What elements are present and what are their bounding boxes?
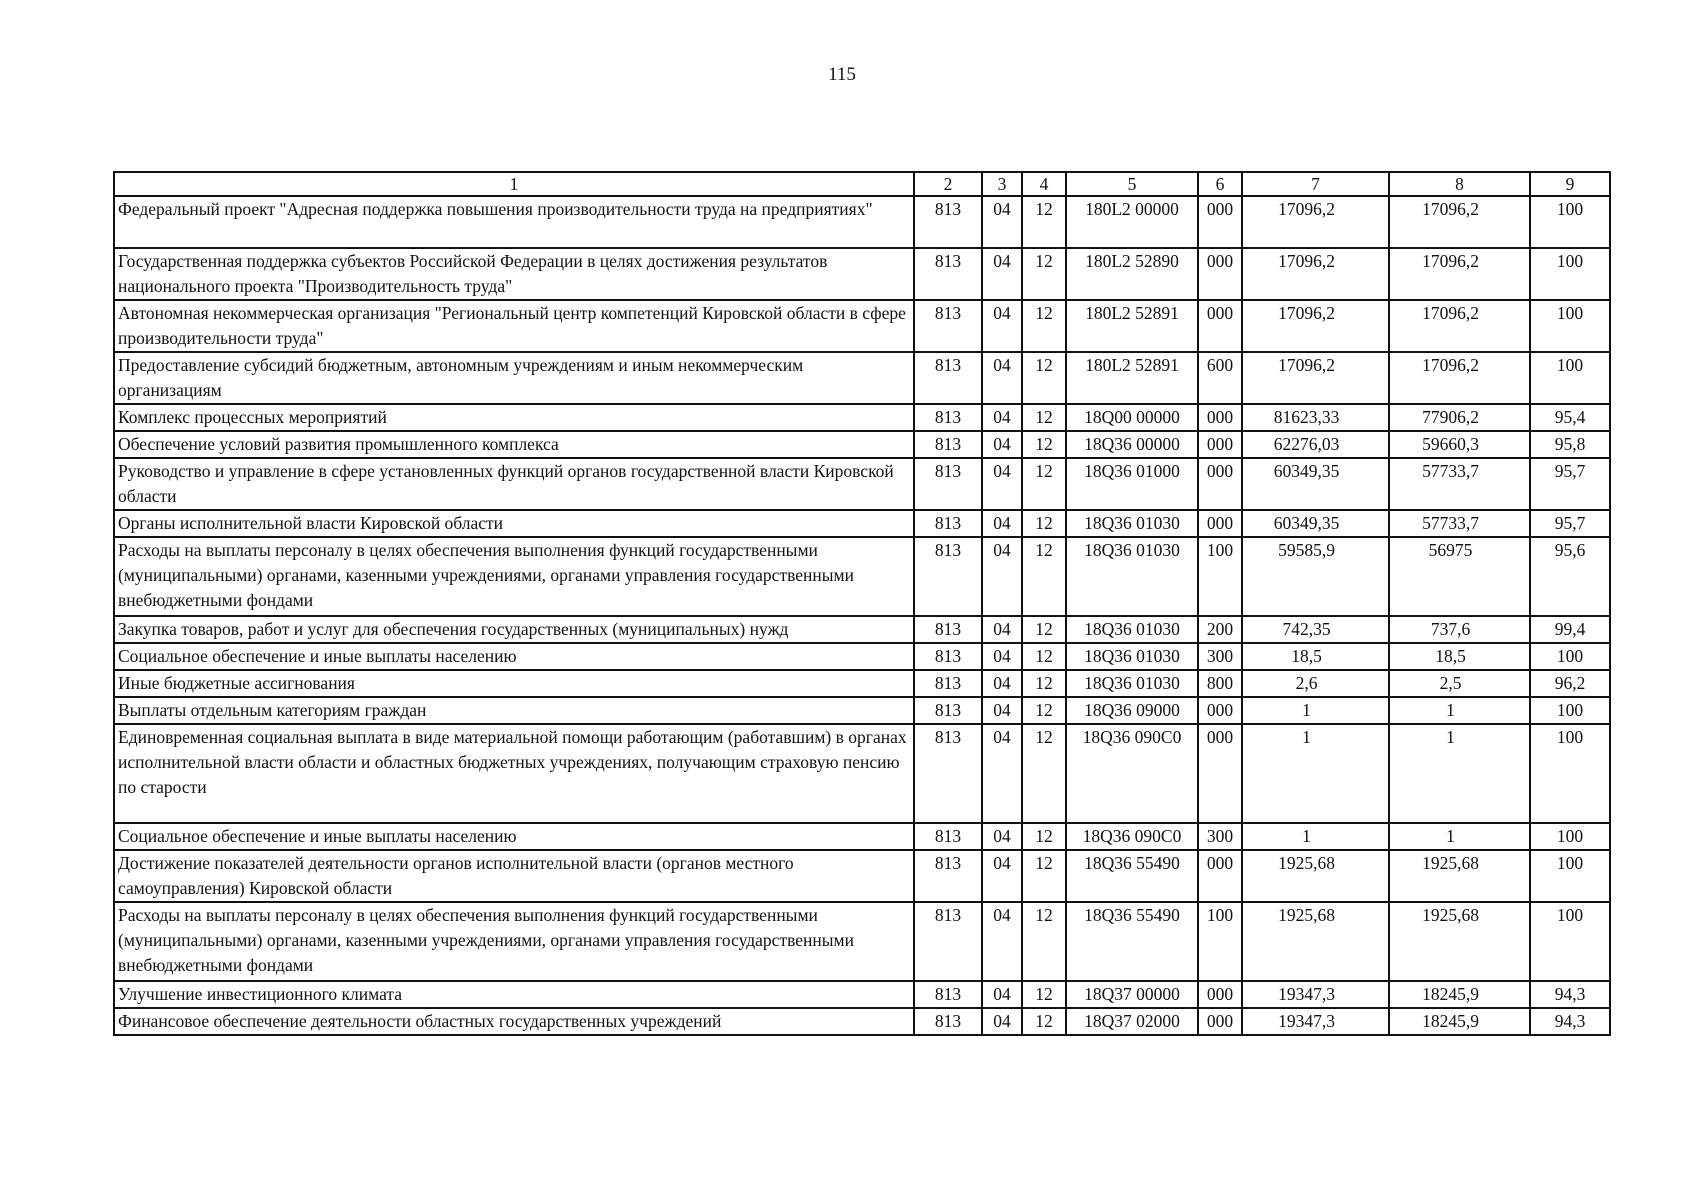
actual-amount-cell: 57733,7 — [1389, 510, 1530, 537]
target-article-cell: 18Q36 01000 — [1066, 458, 1198, 510]
subsection-code-cell: 12 — [1022, 431, 1066, 458]
target-article-cell: 180L2 00000 — [1066, 196, 1198, 248]
table-row — [114, 458, 1610, 510]
table-row — [114, 823, 1610, 850]
target-article-cell: 18Q36 090C0 — [1066, 724, 1198, 823]
expense-type-cell: 300 — [1198, 643, 1242, 670]
percent-cell: 94,3 — [1530, 981, 1610, 1008]
actual-amount-cell: 737,6 — [1389, 616, 1530, 643]
chapter-code-cell: 813 — [914, 616, 982, 643]
target-article-cell: 18Q36 01030 — [1066, 537, 1198, 616]
expense-type-cell: 000 — [1198, 981, 1242, 1008]
expense-type-cell: 100 — [1198, 537, 1242, 616]
table-row — [114, 697, 1610, 724]
subsection-code-cell: 12 — [1022, 823, 1066, 850]
table-row — [114, 643, 1610, 670]
item-name-cell: Автономная некоммерческая организация "Региональный центр компетенций Кировской области в сфере производительности труда" — [114, 300, 914, 352]
table-row — [114, 510, 1610, 537]
column-header: 8 — [1389, 172, 1530, 196]
column-header: 4 — [1022, 172, 1066, 196]
item-name-cell: Достижение показателей деятельности органов исполнительной власти (органов местного самоуправления) Кировской области — [114, 850, 914, 902]
actual-amount-cell: 18245,9 — [1389, 1008, 1530, 1035]
section-code-cell: 04 — [982, 404, 1022, 431]
item-name-cell: Финансовое обеспечение деятельности областных государственных учреждений — [114, 1008, 914, 1035]
planned-amount-cell: 62276,03 — [1242, 431, 1389, 458]
expense-type-cell: 800 — [1198, 670, 1242, 697]
column-header: 2 — [914, 172, 982, 196]
actual-amount-cell: 56975 — [1389, 537, 1530, 616]
section-code-cell: 04 — [982, 850, 1022, 902]
subsection-code-cell: 12 — [1022, 724, 1066, 823]
actual-amount-cell: 77906,2 — [1389, 404, 1530, 431]
expense-type-cell: 100 — [1198, 902, 1242, 981]
item-name-cell: Иные бюджетные ассигнования — [114, 670, 914, 697]
actual-amount-cell: 2,5 — [1389, 670, 1530, 697]
subsection-code-cell: 12 — [1022, 537, 1066, 616]
subsection-code-cell: 12 — [1022, 902, 1066, 981]
chapter-code-cell: 813 — [914, 458, 982, 510]
expense-type-cell: 600 — [1198, 352, 1242, 404]
column-header: 9 — [1530, 172, 1610, 196]
actual-amount-cell: 1925,68 — [1389, 850, 1530, 902]
section-code-cell: 04 — [982, 697, 1022, 724]
actual-amount-cell: 17096,2 — [1389, 196, 1530, 248]
expense-type-cell: 000 — [1198, 300, 1242, 352]
target-article-cell: 18Q00 00000 — [1066, 404, 1198, 431]
percent-cell: 99,4 — [1530, 616, 1610, 643]
planned-amount-cell: 17096,2 — [1242, 352, 1389, 404]
percent-cell: 95,7 — [1530, 458, 1610, 510]
column-header: 5 — [1066, 172, 1198, 196]
planned-amount-cell: 1925,68 — [1242, 850, 1389, 902]
planned-amount-cell: 1925,68 — [1242, 902, 1389, 981]
target-article-cell: 180L2 52891 — [1066, 300, 1198, 352]
target-article-cell: 18Q37 02000 — [1066, 1008, 1198, 1035]
expense-type-cell: 200 — [1198, 616, 1242, 643]
target-article-cell: 18Q36 00000 — [1066, 431, 1198, 458]
section-code-cell: 04 — [982, 431, 1022, 458]
section-code-cell: 04 — [982, 352, 1022, 404]
planned-amount-cell: 2,6 — [1242, 670, 1389, 697]
table-row — [114, 248, 1610, 300]
section-code-cell: 04 — [982, 902, 1022, 981]
planned-amount-cell: 81623,33 — [1242, 404, 1389, 431]
table-row — [114, 404, 1610, 431]
percent-cell: 95,7 — [1530, 510, 1610, 537]
item-name-cell: Федеральный проект "Адресная поддержка повышения производительности труда на предприятиях" — [114, 196, 914, 248]
section-code-cell: 04 — [982, 670, 1022, 697]
target-article-cell: 18Q36 55490 — [1066, 850, 1198, 902]
chapter-code-cell: 813 — [914, 850, 982, 902]
section-code-cell: 04 — [982, 196, 1022, 248]
table-row — [114, 724, 1610, 823]
expense-type-cell: 000 — [1198, 697, 1242, 724]
percent-cell: 95,8 — [1530, 431, 1610, 458]
percent-cell: 100 — [1530, 724, 1610, 823]
percent-cell: 100 — [1530, 352, 1610, 404]
planned-amount-cell: 17096,2 — [1242, 300, 1389, 352]
subsection-code-cell: 12 — [1022, 404, 1066, 431]
section-code-cell: 04 — [982, 300, 1022, 352]
planned-amount-cell: 1 — [1242, 823, 1389, 850]
percent-cell: 96,2 — [1530, 670, 1610, 697]
target-article-cell: 18Q36 55490 — [1066, 902, 1198, 981]
subsection-code-cell: 12 — [1022, 510, 1066, 537]
table-header — [114, 172, 1610, 196]
column-header: 1 — [114, 172, 914, 196]
chapter-code-cell: 813 — [914, 404, 982, 431]
expense-type-cell: 000 — [1198, 196, 1242, 248]
header-row — [114, 172, 1610, 196]
subsection-code-cell: 12 — [1022, 458, 1066, 510]
subsection-code-cell: 12 — [1022, 248, 1066, 300]
percent-cell: 95,4 — [1530, 404, 1610, 431]
expense-type-cell: 000 — [1198, 248, 1242, 300]
subsection-code-cell: 12 — [1022, 643, 1066, 670]
target-article-cell: 18Q36 01030 — [1066, 670, 1198, 697]
column-header: 6 — [1198, 172, 1242, 196]
table-row — [114, 300, 1610, 352]
planned-amount-cell: 17096,2 — [1242, 196, 1389, 248]
subsection-code-cell: 12 — [1022, 196, 1066, 248]
item-name-cell: Расходы на выплаты персоналу в целях обеспечения выполнения функций государственными (муниципальными) органами, казенными учреждениями, органами управления государственными внебюджетными фондами — [114, 537, 914, 616]
target-article-cell: 18Q36 01030 — [1066, 616, 1198, 643]
target-article-cell: 18Q36 01030 — [1066, 643, 1198, 670]
table-row — [114, 850, 1610, 902]
percent-cell: 100 — [1530, 196, 1610, 248]
percent-cell: 100 — [1530, 902, 1610, 981]
chapter-code-cell: 813 — [914, 510, 982, 537]
planned-amount-cell: 17096,2 — [1242, 248, 1389, 300]
expense-type-cell: 000 — [1198, 510, 1242, 537]
table-row — [114, 670, 1610, 697]
target-article-cell: 18Q36 090C0 — [1066, 823, 1198, 850]
actual-amount-cell: 17096,2 — [1389, 352, 1530, 404]
target-article-cell: 18Q36 09000 — [1066, 697, 1198, 724]
actual-amount-cell: 17096,2 — [1389, 248, 1530, 300]
chapter-code-cell: 813 — [914, 1008, 982, 1035]
actual-amount-cell: 18245,9 — [1389, 981, 1530, 1008]
section-code-cell: 04 — [982, 981, 1022, 1008]
expense-type-cell: 000 — [1198, 431, 1242, 458]
actual-amount-cell: 1 — [1389, 823, 1530, 850]
actual-amount-cell: 1925,68 — [1389, 902, 1530, 981]
expense-type-cell: 000 — [1198, 458, 1242, 510]
subsection-code-cell: 12 — [1022, 352, 1066, 404]
item-name-cell: Единовременная социальная выплата в виде материальной помощи работающим (работавшим) в органах исполнительной власти области и областных бюджетных учреждениях, получающим страховую пенсию по старости — [114, 724, 914, 823]
planned-amount-cell: 18,5 — [1242, 643, 1389, 670]
chapter-code-cell: 813 — [914, 697, 982, 724]
subsection-code-cell: 12 — [1022, 850, 1066, 902]
item-name-cell: Предоставление субсидий бюджетным, автономным учреждениям и иным некоммерческим организациям — [114, 352, 914, 404]
item-name-cell: Социальное обеспечение и иные выплаты населению — [114, 643, 914, 670]
chapter-code-cell: 813 — [914, 823, 982, 850]
expense-type-cell: 000 — [1198, 1008, 1242, 1035]
table-row — [114, 981, 1610, 1008]
chapter-code-cell: 813 — [914, 248, 982, 300]
percent-cell: 100 — [1530, 850, 1610, 902]
chapter-code-cell: 813 — [914, 670, 982, 697]
actual-amount-cell: 1 — [1389, 697, 1530, 724]
planned-amount-cell: 742,35 — [1242, 616, 1389, 643]
table-row — [114, 352, 1610, 404]
planned-amount-cell: 60349,35 — [1242, 458, 1389, 510]
chapter-code-cell: 813 — [914, 643, 982, 670]
expense-type-cell: 300 — [1198, 823, 1242, 850]
column-header: 3 — [982, 172, 1022, 196]
percent-cell: 100 — [1530, 248, 1610, 300]
subsection-code-cell: 12 — [1022, 981, 1066, 1008]
planned-amount-cell: 60349,35 — [1242, 510, 1389, 537]
planned-amount-cell: 1 — [1242, 724, 1389, 823]
item-name-cell: Органы исполнительной власти Кировской области — [114, 510, 914, 537]
section-code-cell: 04 — [982, 724, 1022, 823]
expense-type-cell: 000 — [1198, 850, 1242, 902]
subsection-code-cell: 12 — [1022, 697, 1066, 724]
planned-amount-cell: 59585,9 — [1242, 537, 1389, 616]
percent-cell: 100 — [1530, 643, 1610, 670]
column-header: 7 — [1242, 172, 1389, 196]
item-name-cell: Закупка товаров, работ и услуг для обеспечения государственных (муниципальных) нужд — [114, 616, 914, 643]
table-row — [114, 902, 1610, 981]
item-name-cell: Руководство и управление в сфере установленных функций органов государственной власти Кировской области — [114, 458, 914, 510]
section-code-cell: 04 — [982, 1008, 1022, 1035]
page-number: 115 — [828, 64, 856, 85]
percent-cell: 100 — [1530, 697, 1610, 724]
actual-amount-cell: 1 — [1389, 724, 1530, 823]
table-row — [114, 537, 1610, 616]
chapter-code-cell: 813 — [914, 196, 982, 248]
planned-amount-cell: 1 — [1242, 697, 1389, 724]
chapter-code-cell: 813 — [914, 902, 982, 981]
item-name-cell: Улучшение инвестиционного климата — [114, 981, 914, 1008]
expense-type-cell: 000 — [1198, 404, 1242, 431]
percent-cell: 95,6 — [1530, 537, 1610, 616]
actual-amount-cell: 17096,2 — [1389, 300, 1530, 352]
item-name-cell: Социальное обеспечение и иные выплаты населению — [114, 823, 914, 850]
table-row — [114, 196, 1610, 248]
chapter-code-cell: 813 — [914, 724, 982, 823]
chapter-code-cell: 813 — [914, 537, 982, 616]
percent-cell: 100 — [1530, 300, 1610, 352]
section-code-cell: 04 — [982, 458, 1022, 510]
percent-cell: 94,3 — [1530, 1008, 1610, 1035]
actual-amount-cell: 57733,7 — [1389, 458, 1530, 510]
item-name-cell: Обеспечение условий развития промышленного комплекса — [114, 431, 914, 458]
table-body — [114, 196, 1610, 1035]
chapter-code-cell: 813 — [914, 300, 982, 352]
item-name-cell: Комплекс процессных мероприятий — [114, 404, 914, 431]
chapter-code-cell: 813 — [914, 981, 982, 1008]
item-name-cell: Государственная поддержка субъектов Российской Федерации в целях достижения результатов национального проекта "Производительность труда" — [114, 248, 914, 300]
subsection-code-cell: 12 — [1022, 300, 1066, 352]
chapter-code-cell: 813 — [914, 352, 982, 404]
section-code-cell: 04 — [982, 616, 1022, 643]
target-article-cell: 180L2 52890 — [1066, 248, 1198, 300]
section-code-cell: 04 — [982, 248, 1022, 300]
table-row — [114, 431, 1610, 458]
item-name-cell: Расходы на выплаты персоналу в целях обеспечения выполнения функций государственными (муниципальными) органами, казенными учреждениями, органами управления государственными внебюджетными фондами — [114, 902, 914, 981]
item-name-cell: Выплаты отдельным категориям граждан — [114, 697, 914, 724]
section-code-cell: 04 — [982, 510, 1022, 537]
planned-amount-cell: 19347,3 — [1242, 1008, 1389, 1035]
percent-cell: 100 — [1530, 823, 1610, 850]
section-code-cell: 04 — [982, 823, 1022, 850]
chapter-code-cell: 813 — [914, 431, 982, 458]
target-article-cell: 180L2 52891 — [1066, 352, 1198, 404]
subsection-code-cell: 12 — [1022, 616, 1066, 643]
subsection-code-cell: 12 — [1022, 670, 1066, 697]
subsection-code-cell: 12 — [1022, 1008, 1066, 1035]
budget-table — [113, 171, 1611, 1036]
actual-amount-cell: 59660,3 — [1389, 431, 1530, 458]
table-row — [114, 616, 1610, 643]
section-code-cell: 04 — [982, 537, 1022, 616]
actual-amount-cell: 18,5 — [1389, 643, 1530, 670]
expense-type-cell: 000 — [1198, 724, 1242, 823]
target-article-cell: 18Q36 01030 — [1066, 510, 1198, 537]
table-row — [114, 1008, 1610, 1035]
section-code-cell: 04 — [982, 643, 1022, 670]
target-article-cell: 18Q37 00000 — [1066, 981, 1198, 1008]
planned-amount-cell: 19347,3 — [1242, 981, 1389, 1008]
